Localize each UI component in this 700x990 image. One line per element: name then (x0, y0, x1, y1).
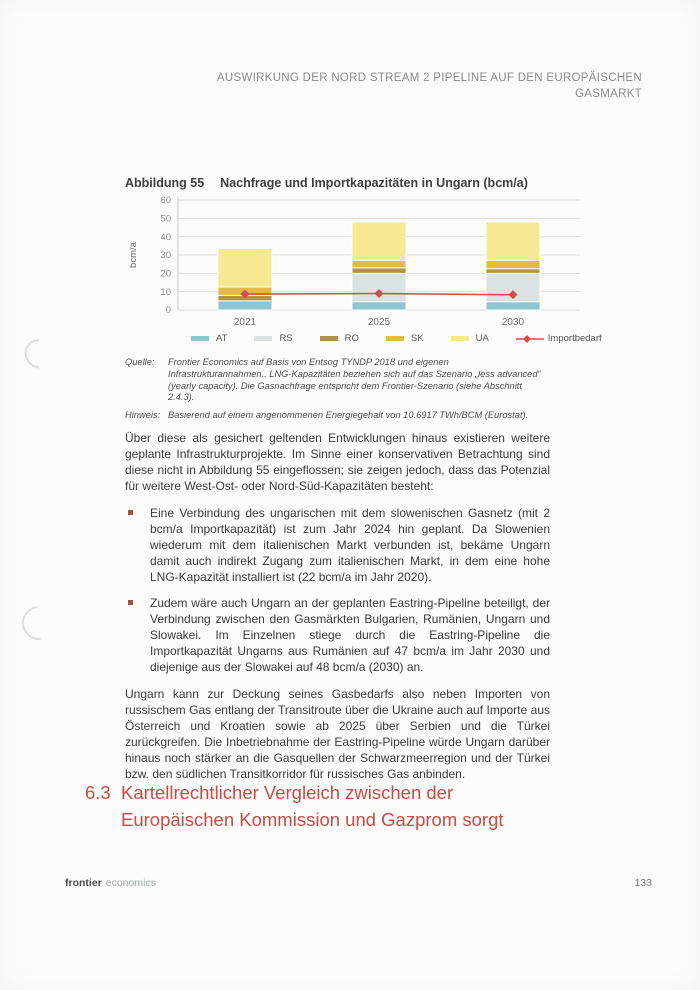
figure-number: Abbildung 55 (125, 176, 205, 190)
chart-legend (191, 333, 625, 344)
page-number: 133 (634, 877, 652, 889)
section-title-line2: Europäischen Kommission und Gazprom sorgt (121, 809, 504, 830)
legend-swatch-icon (386, 336, 404, 341)
brand-name-bold: frontier (65, 877, 102, 889)
legend-label: AT (216, 333, 228, 344)
bullet-list (125, 505, 550, 675)
legend-label: RO (344, 333, 359, 344)
legend-item-Importbedarf (516, 333, 602, 344)
bar-segment-AT-2025 (352, 302, 406, 310)
figure-caption (125, 176, 625, 190)
svg-text:bcm/a: bcm/a (128, 242, 139, 268)
section-title (121, 779, 504, 833)
bar-segment-UA-2025 (352, 222, 406, 261)
source-note (125, 357, 541, 404)
running-header-line2: GASMARKT (575, 88, 642, 100)
figure-title: Nachfrage und Importkapazitäten in Ungarn (bcm/a) (220, 176, 528, 190)
legend-label: Importbedarf (547, 333, 602, 344)
bar-segment-RO-2025 (352, 268, 406, 274)
bar-segment-UA-2021 (218, 249, 272, 287)
legend-label: SK (410, 333, 424, 344)
legend-line-icon (516, 334, 544, 344)
figure-notes (125, 357, 541, 422)
page-footer (65, 877, 652, 889)
list-item (125, 505, 550, 585)
paragraph: Über diese als gesichert geltenden Entwicklungen hinaus existieren weitere geplante Infrastrukturprojekte. Im Sinne einer konservativen Betrachtung sind diese nicht in Abbildung 55 eingeflossen; sie zeigen jedoch, dass das Potenzial für weitere West-Ost- oder Nord-Süd-Kapazitäten besteht: (125, 431, 550, 493)
legend-item-RO (320, 333, 359, 344)
body-text (125, 430, 550, 782)
svg-text:30: 30 (160, 250, 171, 262)
section-number: 6.3 (85, 782, 111, 803)
bar-segment-RO-2030 (486, 269, 540, 274)
list-item-text: Eine Verbindung des ungarischen mit dem slowenischen Gasnetz (mit 2 bcm/a Importkapazität) ist zum Jahr 2024 hin geplant. Da Slowenien wiederum mit dem italienischen Markt verbunden ist, bekäme Ungarn damit auch indirekt Zugang zum italienischen Markt, in dem eine hohe LNG-Kapazität installiert ist (22 bcm/a im Jahr 2020). (150, 506, 550, 584)
scan-artifact (19, 333, 60, 374)
x-tick-label: 2030 (501, 317, 525, 328)
hint-text: Basierend auf einem angenommenen Energiegehalt von 10.6917 TWh/BCM (Eurostat). (168, 410, 529, 421)
figure-block (125, 176, 625, 422)
svg-text:10: 10 (160, 286, 171, 298)
bar-segment-SK-2030 (486, 261, 540, 269)
legend-swatch-icon (254, 336, 272, 341)
paragraph: Ungarn kann zur Deckung seines Gasbedarfs also neben Importen von russischem Gas entlang der Transitroute über die Ukraine auch auf Importe aus Österreich und Kroatien sowie ab 2025 über Serbien und die Türkei zurückgreifen. Die Inbetriebnahme der Eastring-Pipeline würde Ungarn darüber hinaus noch stärker an die Gasquellen der Schwarzmeerregion und der Türkei bzw. den südlichen Transitkorridor für russisches Gas anbinden. (125, 687, 550, 781)
source-label: Quelle: (125, 357, 155, 367)
legend-swatch-icon (451, 336, 469, 341)
section-title-line1: Kartellrechtlicher Vergleich zwischen der (121, 782, 454, 803)
hint-note (125, 410, 541, 422)
source-text: Frontier Economics auf Basis von Entsog TYNDP 2018 und eigenen Infrastrukturannahmen.. LNG-Kapazitäten beziehen sich auf das Szenario „less advanced“ (yearly capacity). Die Gasnachfrage entspricht dem Frontier-Szenario (siehe Abschnitt 2.4.3). (168, 357, 541, 403)
bar-segment-AT-2030 (486, 302, 540, 310)
hint-label: Hinweis: (125, 410, 161, 421)
legend-label: RS (279, 333, 293, 344)
bar-segment-SK-2025 (352, 261, 406, 268)
stacked-bar-chart (125, 194, 607, 331)
legend-item-AT (191, 333, 227, 344)
bar-segment-AT-2021 (218, 301, 272, 310)
section-heading (85, 779, 504, 833)
svg-text:20: 20 (160, 268, 171, 280)
svg-text:40: 40 (160, 231, 171, 243)
bar-segment-UA-2030 (486, 222, 540, 261)
svg-text:60: 60 (160, 195, 171, 207)
legend-swatch-icon (191, 336, 209, 341)
list-item (125, 595, 550, 675)
legend-item-UA (451, 333, 489, 344)
svg-text:50: 50 (160, 213, 171, 225)
running-header (160, 70, 642, 102)
x-tick-label: 2025 (367, 317, 391, 328)
bullet-square-icon (128, 600, 133, 605)
legend-item-RS (254, 333, 292, 344)
list-item-text: Zudem wäre auch Ungarn an der geplanten Eastring-Pipeline beteiligt, der Verbindung zwischen den Gasmärkten Bulgarien, Rumänien, Ungarn und Slowakei. Im Einzelnen stiege durch die Eastring-Pipeline die Importkapazität Ungarns aus Rumänien auf 47 bcm/a im Jahr 2030 und diejenige aus der Slowakei auf 48 bcm/a (2030) an. (150, 596, 550, 674)
legend-item-SK (386, 333, 424, 344)
x-tick-label: 2021 (233, 317, 257, 328)
legend-label: UA (475, 333, 489, 344)
legend-swatch-icon (320, 336, 338, 341)
brand-name-light: economics (105, 877, 156, 889)
scan-artifact (15, 599, 63, 647)
bullet-square-icon (128, 510, 133, 515)
svg-text:0: 0 (165, 305, 171, 317)
brand-logo (65, 877, 156, 889)
running-header-line1: AUSWIRKUNG DER NORD STREAM 2 PIPELINE AUF DEN EUROPÄISCHEN (216, 72, 642, 84)
